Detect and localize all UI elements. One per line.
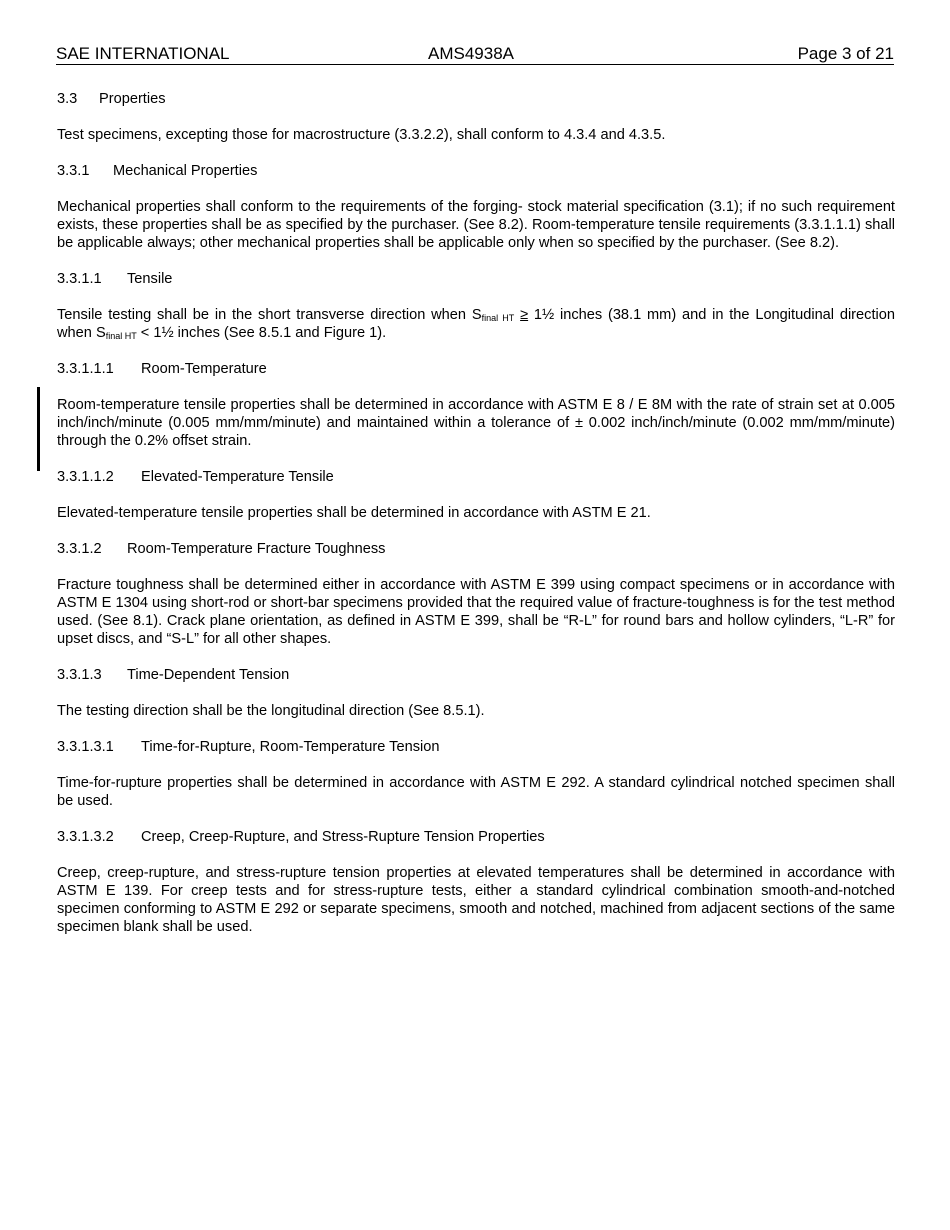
section-number: 3.3.1.1.1 [57,361,114,377]
header-organization: SAE INTERNATIONAL [56,44,230,63]
document-body [57,90,895,954]
section-number: 3.3.1.3.2 [57,829,114,845]
section-paragraph-3-3-1-1-1: Room-temperature tensile properties shall be determined in accordance with ASTM E 8 / E 8M with the rate of strain set at 0.005 inch/inch/minute (0.005 mm/mm/minute) and maintained within a tolerance of ± 0.002 inch/inch/minute (0.002 mm/mm/minute) through the 0.2% offset strain. [57,397,895,449]
revision-change-bar [37,387,40,471]
paragraph-text: < 1½ inches (See 8.5.1 and Figure 1). [136,325,387,341]
section-heading-3-3-1-2 [57,540,895,558]
section-title: Time-for-Rupture, Room-Temperature Tension [141,739,440,755]
section-paragraph-3-3-1: Mechanical properties shall conform to the requirements of the forging- stock material specification (3.1); if no such requirement exists, these properties shall be as specified by the purchaser. (See 8.2). Room-temperature tensile requirements (3.3.1.1.1) shall be applicable always; other mechanical properties shall be applicable only when so specified by the purchaser. (See 8.2). [57,199,895,251]
section-heading-3-3-1-1-1 [57,360,895,378]
subscript-final-ht: final HT [105,331,137,341]
section-heading-3-3-1-1-2 [57,468,895,486]
section-title: Room-Temperature Fracture Toughness [127,541,386,557]
section-number: 3.3.1.3 [57,667,102,683]
section-title: Tensile [127,271,173,287]
section-title: Properties [99,91,166,107]
section-heading-3-3-1-3-1 [57,738,895,756]
section-heading-3-3 [57,90,895,108]
section-title: Creep, Creep-Rupture, and Stress-Rupture Tension Properties [141,829,545,845]
section-paragraph-3-3-1-2: Fracture toughness shall be determined either in accordance with ASTM E 399 using compact specimens or in accordance with ASTM E 1304 using short-rod or short-bar specimens provided that the required value of fracture-toughness is for the test method used. (See 8.1). Crack plane orientation, as defined in ASTM E 399, shall be “R-L” for round bars and hollow cylinders, “L-R” for upset discs, and “S-L” for all other shapes. [57,577,895,647]
section-heading-3-3-1-1 [57,270,895,288]
page-header [56,44,894,65]
section-paragraph-3-3-1-3-1: Time-for-rupture properties shall be determined in accordance with ASTM E 292. A standard cylindrical notched specimen shall be used. [57,775,895,809]
section-title: Room-Temperature [141,361,267,377]
section-number: 3.3.1 [57,163,90,179]
header-page-number: Page 3 of 21 [797,44,894,63]
section-number: 3.3.1.1.2 [57,469,114,485]
section-paragraph-3-3-1-1 [57,306,895,342]
section-title: Time-Dependent Tension [127,667,290,683]
section-paragraph-3-3-1-1-2: Elevated-temperature tensile properties shall be determined in accordance with ASTM E 21. [57,505,651,521]
section-number: 3.3 [57,91,78,107]
header-document-number: AMS4938A [428,44,514,63]
section-number: 3.3.1.3.1 [57,739,114,755]
section-heading-3-3-1-3 [57,666,895,684]
section-number: 3.3.1.2 [57,541,102,557]
section-heading-3-3-1 [57,162,895,180]
section-paragraph-3-3-1-3-2: Creep, creep-rupture, and stress-rupture tension properties at elevated temperatures shall be determined in accordance with ASTM E 139. For creep tests and for stress-rupture tests, either a standard cylindrical combination smooth-and-notched specimen conforming to ASTM E 292 or separate specimens, smooth and notched, machined from adjacent sections of the same specimen blank shall be used. [57,865,895,935]
section-title: Mechanical Properties [113,163,258,179]
subscript-final-ht: final HT [481,313,515,323]
greater-or-equal-symbol: ≥ [520,307,529,323]
section-heading-3-3-1-3-2 [57,828,895,846]
paragraph-text: Tensile testing shall be in the short transverse direction when S [57,307,482,323]
section-paragraph-3-3-1-3: The testing direction shall be the longitudinal direction (See 8.5.1). [57,703,485,719]
section-number: 3.3.1.1 [57,271,102,287]
section-paragraph-3-3: Test specimens, excepting those for macrostructure (3.3.2.2), shall conform to 4.3.4 and 4.3.5. [57,127,666,143]
section-title: Elevated-Temperature Tensile [141,469,334,485]
paragraph-text: 1½ inches (38.1 mm) and in the Longitudinal direction when S [57,307,895,341]
